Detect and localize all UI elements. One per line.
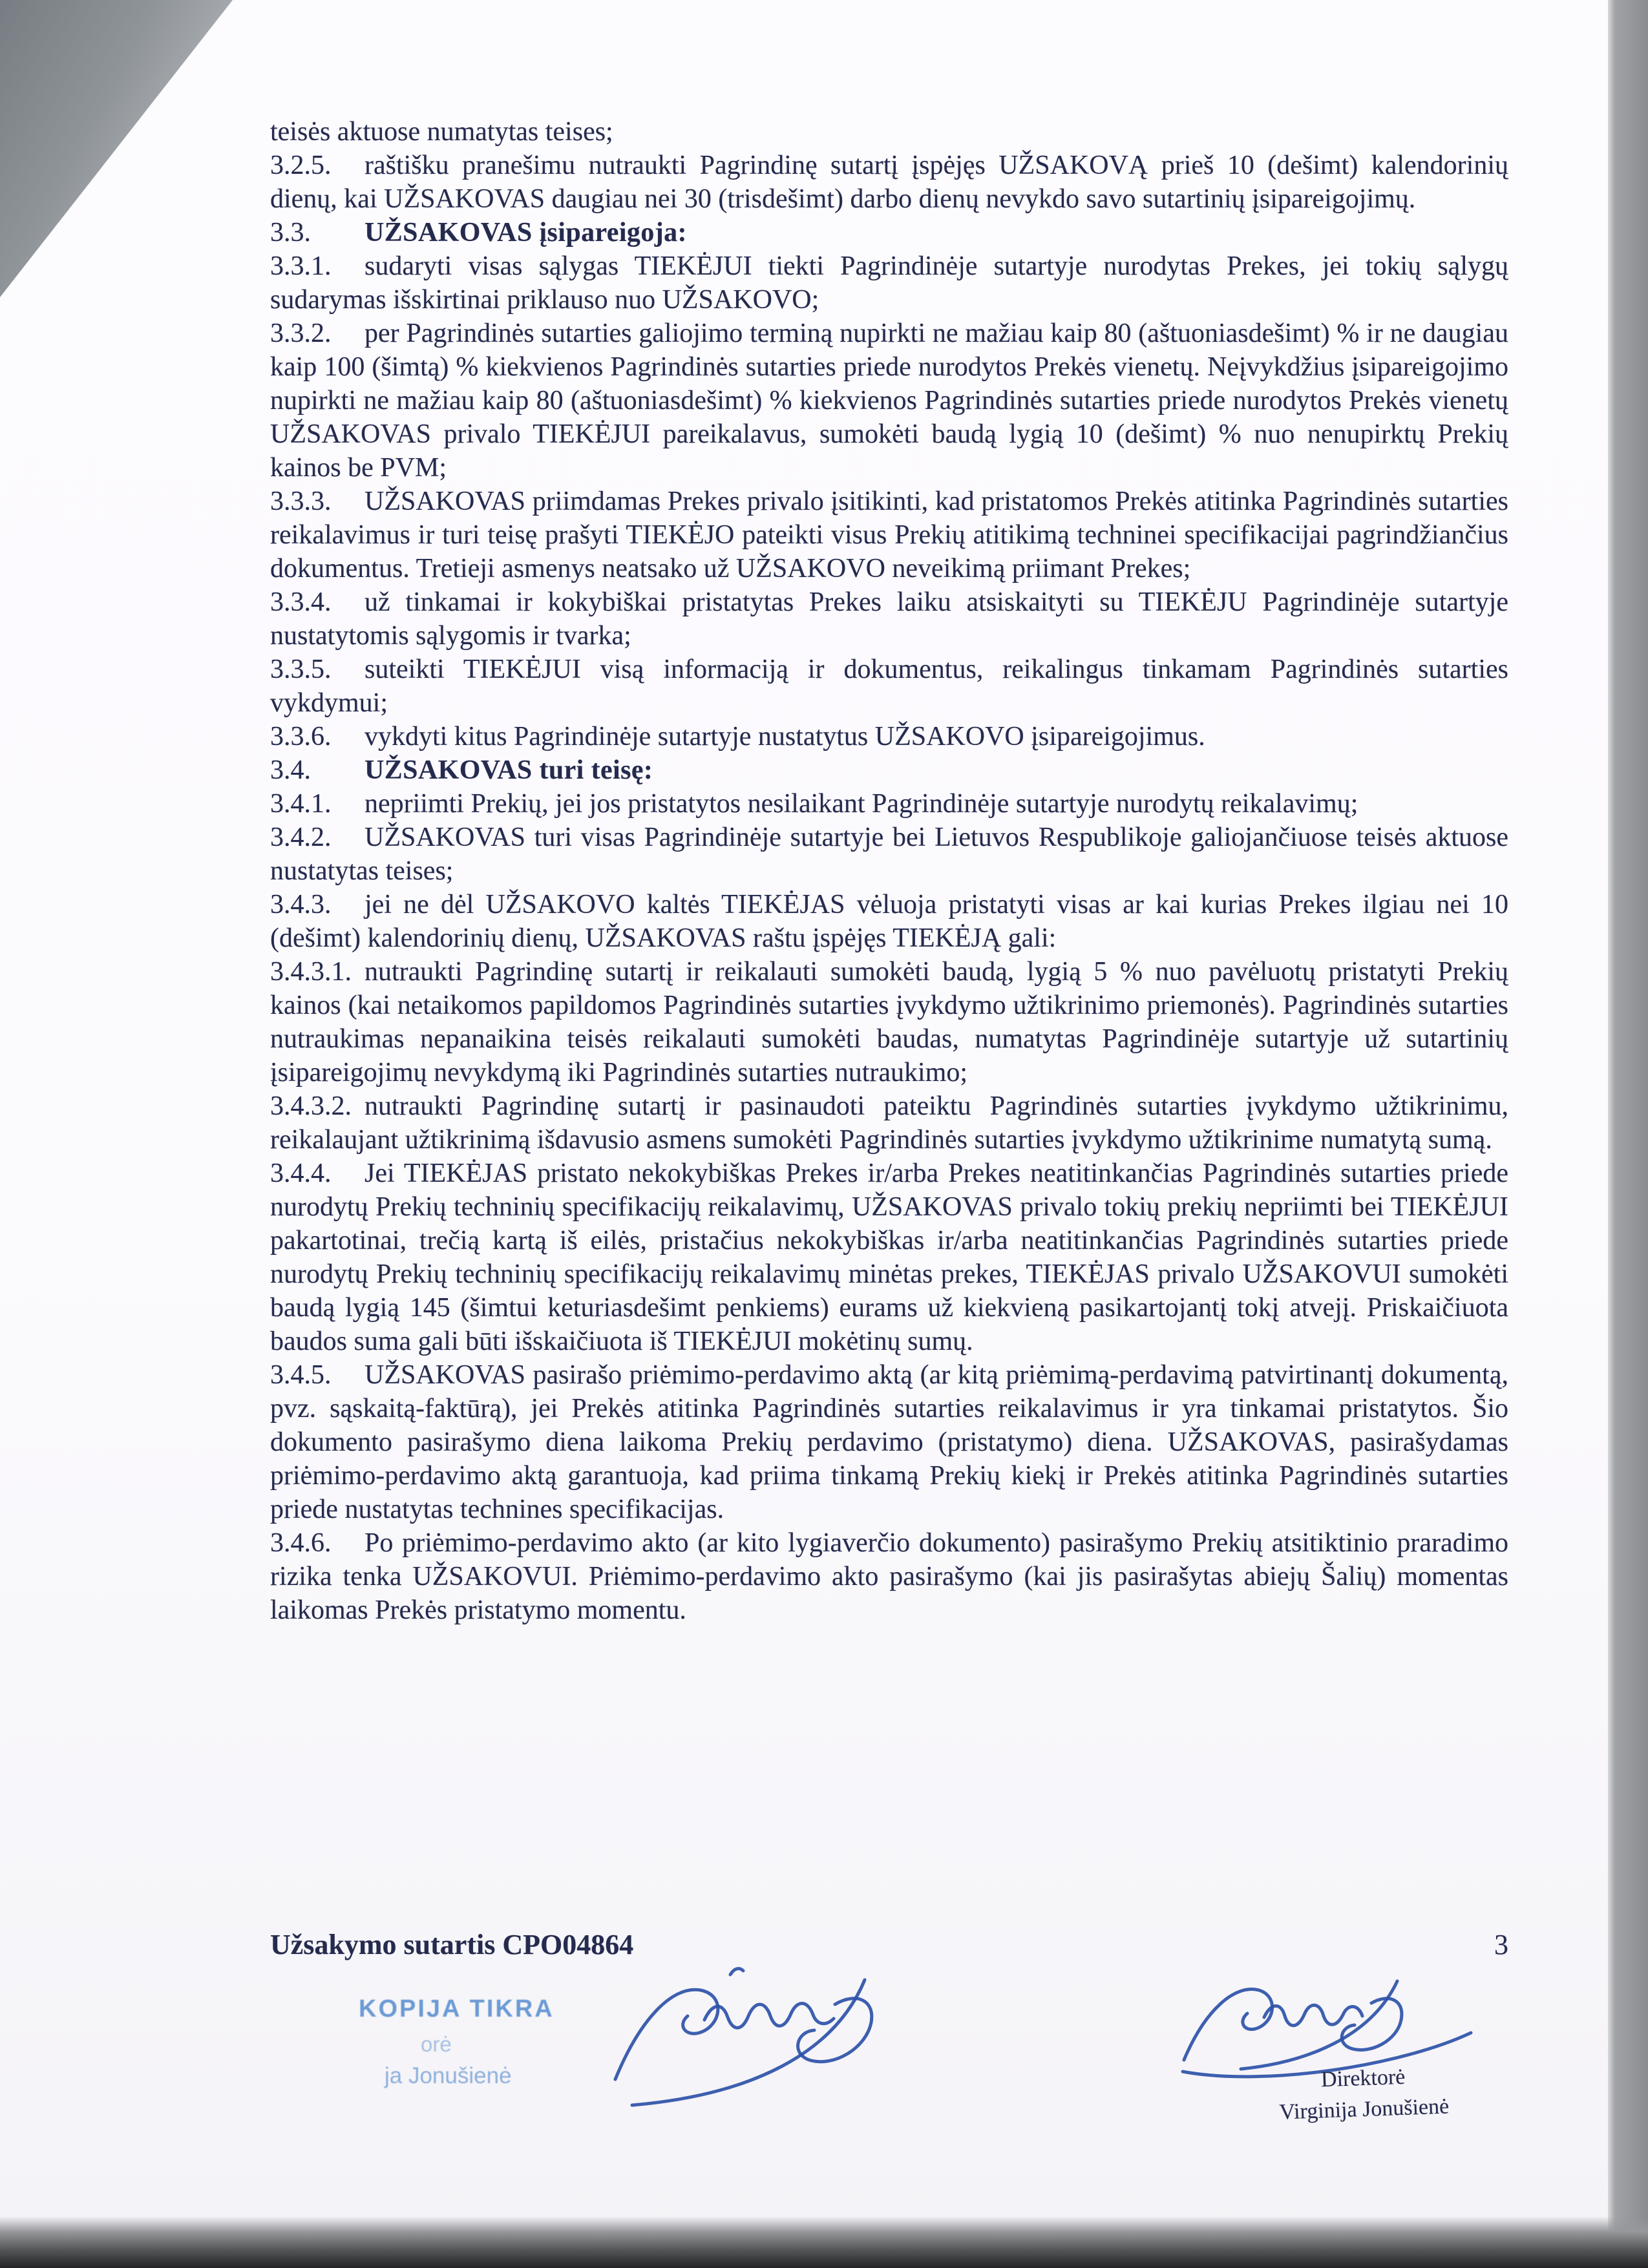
clause-number: 3.4.6. bbox=[270, 1528, 332, 1558]
stamp-line-1: KOPIJA TIKRA bbox=[359, 1995, 555, 2022]
stamp-line-3: ja Jonušienė bbox=[385, 2063, 512, 2088]
clause-paragraph bbox=[270, 115, 1508, 149]
clause-text: UŽSAKOVAS įsipareigoja: bbox=[364, 218, 687, 247]
clause-number: 3.2.5. bbox=[270, 151, 332, 180]
clause-paragraph bbox=[270, 955, 1508, 1089]
clause-text: nutraukti Pagrindinę sutartį ir reikalauti sumokėti baudą, lygią 5 % nuo pavėluotų pristatyti Prekių kainos (kai netaikomos papildomos Pagrindinės sutarties įvykdymo užtikrinimo priemonės). Pagrindinės sutarties nutraukimas nepanaikina teisės reikalauti sumokėti baudas, numatytas Pagrindinėje sutartyje už sutartinių įsipareigojimų nevykdymą iki Pagrindinės sutarties nutraukimo; bbox=[270, 957, 1508, 1087]
scanner-bed-right-edge bbox=[1608, 0, 1648, 2268]
clause-number: 3.3.6. bbox=[270, 722, 332, 751]
clause-text: vykdyti kitus Pagrindinėje sutartyje nustatytus UŽSAKOVO įsipareigojimus. bbox=[364, 722, 1205, 751]
clause-text: UŽSAKOVAS priimdamas Prekes privalo įsitikinti, kad pristatomos Prekės atitinka Pagrindinės sutarties reikalavimus ir turi teisę prašyti TIEKĖJO pateikti visus Prekių atitikimą techninei specifikacijai pagrindžiančius dokumentus. Tretieji asmenys neatsako už UŽSAKOVO neveikimą priimant Prekes; bbox=[270, 487, 1508, 583]
clause-paragraph bbox=[270, 1089, 1508, 1157]
clause-number: 3.3. bbox=[270, 218, 311, 247]
copy-true-stamp bbox=[359, 1995, 555, 2089]
signer-title: Direktorė bbox=[1320, 2064, 1406, 2092]
clause-paragraph bbox=[270, 1157, 1508, 1358]
clause-paragraph bbox=[270, 1526, 1508, 1627]
clause-number: 3.3.4. bbox=[270, 587, 332, 617]
contract-id-label: Užsakymo sutartis CPO04864 bbox=[270, 1929, 634, 1960]
clause-paragraph bbox=[270, 249, 1508, 317]
clause-text: sudaryti visas sąlygas TIEKĖJUI tiekti Pagrindinėje sutartyje nurodytas Prekes, jei tokių sąlygų sudarymas išskirtinai priklauso nuo UŽSAKOVO; bbox=[270, 251, 1508, 315]
clause-text: raštišku pranešimu nutraukti Pagrindinę sutartį įspėjęs UŽSAKOVĄ prieš 10 (dešimt) kalendorinių dienų, kai UŽSAKOVAS daugiau nei 30 (trisdešimt) darbo dienų nevykdo savo sutartinių įsipareigojimų. bbox=[270, 151, 1508, 214]
clause-paragraph bbox=[270, 485, 1508, 585]
clause-paragraph bbox=[270, 1358, 1508, 1526]
page-number: 3 bbox=[1494, 1929, 1508, 1960]
clause-paragraph bbox=[270, 216, 1508, 249]
clause-paragraph bbox=[270, 585, 1508, 653]
clause-number: 3.3.5. bbox=[270, 655, 332, 684]
clause-number: 3.3.2. bbox=[270, 319, 332, 348]
clause-number: 3.3.3. bbox=[270, 487, 332, 516]
clause-text: jei ne dėl UŽSAKOVO kaltės TIEKĖJAS vėluoja pristatyti visas ar kai kurias Prekes ilgiau nei 10 (dešimt) kalendorinių dienų, UŽSAKOVAS raštu įspėjęs TIEKĖJĄ gali: bbox=[270, 890, 1508, 953]
clause-number: 3.4.3.1. bbox=[270, 957, 352, 987]
clause-paragraph bbox=[270, 149, 1508, 216]
clause-paragraph bbox=[270, 720, 1508, 753]
clause-paragraph bbox=[270, 653, 1508, 720]
clause-number: 3.4.2. bbox=[270, 823, 332, 852]
page-footer bbox=[270, 1928, 1508, 1961]
clause-text: nepriimti Prekių, jei jos pristatytos nesilaikant Pagrindinėje sutartyje nurodytų reikalavimų; bbox=[364, 789, 1358, 819]
clause-text: už tinkamai ir kokybiškai pristatytas Prekes laiku atsiskaityti su TIEKĖJU Pagrindinėje sutartyje nustatytomis sąlygomis ir tvarka; bbox=[270, 587, 1508, 651]
clause-number: 3.4.4. bbox=[270, 1159, 332, 1188]
clause-number: 3.4.3. bbox=[270, 890, 332, 919]
clause-paragraph bbox=[270, 787, 1508, 821]
clause-number: 3.4. bbox=[270, 755, 311, 785]
clause-paragraph bbox=[270, 888, 1508, 955]
clause-paragraph bbox=[270, 821, 1508, 888]
handwritten-signature-left-icon bbox=[569, 1958, 931, 2113]
clause-paragraph bbox=[270, 753, 1508, 787]
clause-text: Jei TIEKĖJAS pristato nekokybiškas Prekes ir/arba Prekes neatitinkančias Pagrindinės sutarties priede nurodytų Prekių techninių specifikacijų reikalavimų, UŽSAKOVAS privalo tokių prekių nepriimti bei TIEKĖJUI pakartotinai, trečią kartą iš eilės, pristačius nekokybiškas ir/arba neatitinkančias Pagrindinės sutarties priede nurodytų Prekių techninių specifikacijų reikalavimų minėtas prekes, TIEKĖJAS privalo UŽSAKOVUI sumokėti baudą lygią 145 (šimtui keturiasdešimt penkiems) eurams už kiekvieną pasikartojantį tokį atvejį. Priskaičiuota baudos suma gali būti išskaičiuota iš TIEKĖJUI mokėtinų sumų. bbox=[270, 1159, 1508, 1356]
clause-number: 3.4.5. bbox=[270, 1360, 332, 1390]
stamp-line-2: orė bbox=[421, 2032, 452, 2056]
clause-paragraph bbox=[270, 317, 1508, 485]
clause-number: 3.4.3.2. bbox=[270, 1091, 352, 1121]
clause-text: Po priėmimo-perdavimo akto (ar kito lygiaverčio dokumento) pasirašymo Prekių atsitiktinio praradimo rizika tenka UŽSAKOVUI. Priėmimo-perdavimo akto pasirašymo (kai jis pasirašytas abiejų Šalių) momentas laikomas Prekės pristatymo momentu. bbox=[270, 1528, 1508, 1625]
clause-text: UŽSAKOVAS pasirašo priėmimo-perdavimo aktą (ar kitą priėmimą-perdavimą patvirtinantį dokumentą, pvz. sąskaitą-faktūrą), jei Prekės atitinka Pagrindinės sutarties reikalavimus ir yra tinkamai pristatytos. Šio dokumento pasirašymo diena laikoma Prekių perdavimo (pristatymo) diena. UŽSAKOVAS, pasirašydamas priėmimo-perdavimo aktą garantuoja, kad priima tinkamą Prekių kiekį ir Prekės atitinka Pagrindinės sutarties priede nustatytas technines specifikacijas. bbox=[270, 1360, 1508, 1524]
clause-text: per Pagrindinės sutarties galiojimo terminą nupirkti ne mažiau kaip 80 (aštuoniasdešimt) % ir ne daugiau kaip 100 (šimtą) % kiekvienos Pagrindinės sutarties priede nurodytos Prekės vienetų. Neįvykdžius įsipareigojimo nupirkti ne mažiau kaip 80 (aštuoniasdešimt) % kiekvienos Pagrindinės sutarties priede nurodytos Prekės vienetų UŽSAKOVAS privalo TIEKĖJUI pareikalavus, sumokėti baudą lygią 10 (dešimt) % nuo nenupirktų Prekių kainos be PVM; bbox=[270, 319, 1508, 483]
clause-number: 3.3.1. bbox=[270, 251, 332, 281]
clause-text: teisės aktuose numatytas teises; bbox=[270, 117, 613, 147]
signer-name: Virginija Jonušienė bbox=[1278, 2094, 1450, 2125]
document-body bbox=[270, 115, 1508, 1627]
clause-text: UŽSAKOVAS turi visas Pagrindinėje sutartyje bei Lietuvos Respublikoje galiojančiuose teisės aktuose nustatytas teises; bbox=[270, 823, 1508, 886]
clause-number: 3.4.1. bbox=[270, 789, 332, 819]
clause-text: UŽSAKOVAS turi teisę: bbox=[364, 755, 653, 785]
signer-block bbox=[1227, 2062, 1501, 2127]
clause-text: nutraukti Pagrindinę sutartį ir pasinaudoti pateiktu Pagrindinės sutarties įvykdymo užtikrinimu, reikalaujant užtikrinimą išdavusio asmens sumokėti Pagrindinės sutarties įvykdymo užtikrinime numatytą sumą. bbox=[270, 1091, 1508, 1155]
scanner-bed-bottom-edge bbox=[0, 2216, 1648, 2268]
clause-text: suteikti TIEKĖJUI visą informaciją ir dokumentus, reikalingus tinkamam Pagrindinės sutarties vykdymui; bbox=[270, 655, 1508, 718]
